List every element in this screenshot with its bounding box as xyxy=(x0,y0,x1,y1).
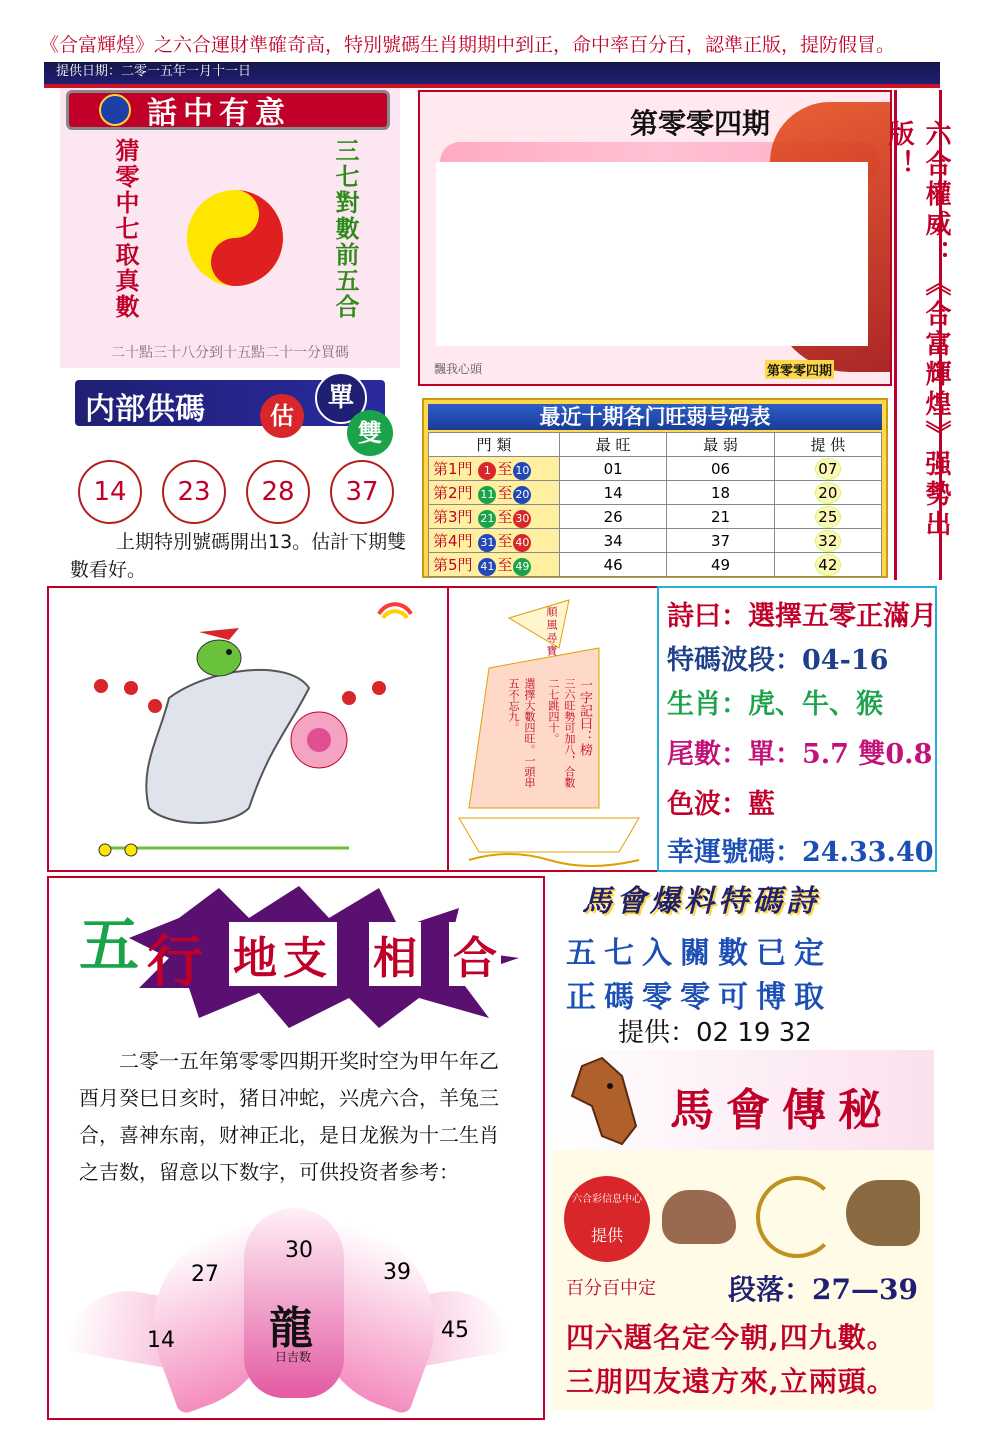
tip-poem-label: 詩曰： xyxy=(667,601,748,632)
proverb-title: 話中有意 xyxy=(147,96,291,131)
table-row xyxy=(429,505,882,529)
inner-numbers xyxy=(78,460,398,524)
issue-card xyxy=(418,90,892,386)
cold-cell: 37 xyxy=(667,529,774,553)
tip-color xyxy=(667,782,775,821)
hot-cell: 14 xyxy=(560,481,667,505)
lotus-caption: 日吉数 xyxy=(275,1350,312,1364)
offer-cell xyxy=(774,457,881,481)
lotus-number: 14 xyxy=(147,1328,175,1353)
dragon-icon xyxy=(756,1176,838,1258)
side-banner-text: 六合權威：《合富輝煌》强勢出版！ xyxy=(884,120,951,540)
door-label: 第4門 xyxy=(433,531,473,550)
door-label: 第2門 xyxy=(433,483,473,502)
cold-cell: 06 xyxy=(667,457,774,481)
sail-col2: 三六旺勢可加八，合數二七跳四十。 xyxy=(547,678,576,788)
door-from: 21 xyxy=(478,510,496,528)
sailboat-card xyxy=(447,586,659,872)
hot-cell: 26 xyxy=(560,505,667,529)
stamp-center: 提供 xyxy=(590,1226,623,1245)
lotus-number: 30 xyxy=(285,1238,313,1263)
door-cell xyxy=(429,529,560,553)
offer-value: 32 xyxy=(815,530,841,552)
monkey-icon xyxy=(846,1180,920,1246)
inner-number: 28 xyxy=(246,460,310,524)
inner-title-bar xyxy=(75,380,385,447)
table-row xyxy=(429,481,882,505)
horse-poem-card xyxy=(552,876,932,1046)
tip-zodiac xyxy=(667,682,883,721)
horse-poem-offer: 提供：02 19 32 xyxy=(618,1018,812,1048)
proverb-right-text: 三七對數前五合 xyxy=(331,138,360,320)
tip-lucky-label: 幸運號碼： xyxy=(667,837,802,868)
hot-cell: 34 xyxy=(560,529,667,553)
tip-tail-double: 雙0.8 xyxy=(858,739,933,770)
door-from: 31 xyxy=(478,534,496,552)
horse-head-icon xyxy=(562,1056,642,1146)
tip-band xyxy=(667,638,888,677)
date-text: 提供日期：二零一五年一月十一日 xyxy=(56,64,252,79)
secret-verse2: 三朋四友遠方來,立兩頭。 xyxy=(566,1365,896,1398)
offer-value: 25 xyxy=(815,506,841,528)
side-banner xyxy=(884,90,951,580)
door-cell xyxy=(429,481,560,505)
cold-cell: 21 xyxy=(667,505,774,529)
issue-footer-left: 飄我心頭 xyxy=(434,362,483,376)
offer-value: 20 xyxy=(815,482,841,504)
lotus-number: 27 xyxy=(191,1262,219,1287)
door-from: 1 xyxy=(478,462,496,480)
table-row xyxy=(429,529,882,553)
door-to: 10 xyxy=(513,462,531,480)
wuxing-title-e: 合 xyxy=(449,922,501,986)
hotcold-table-card xyxy=(422,398,888,578)
logo-icon xyxy=(99,94,131,126)
hot-cell: 46 xyxy=(560,553,667,577)
tip-band-label: 特碼波段： xyxy=(667,645,802,676)
table-row xyxy=(429,457,882,481)
tip-poem xyxy=(667,594,937,633)
secret-header xyxy=(552,1050,934,1150)
horse-poem-title: 馬會爆料特碼詩 xyxy=(582,884,820,919)
door-joiner: 至 xyxy=(497,531,513,550)
proverb-title-bar xyxy=(66,90,390,130)
offer-cell xyxy=(774,481,881,505)
door-cell xyxy=(429,553,560,577)
segment xyxy=(728,1268,918,1308)
yin-yang-icon xyxy=(185,188,285,288)
cold-cell: 49 xyxy=(667,553,774,577)
tips-card xyxy=(657,586,937,872)
secret-verse1: 四六題名定今朝,四九數。 xyxy=(566,1321,896,1354)
segment-value: 27—39 xyxy=(812,1273,918,1306)
door-to: 40 xyxy=(513,534,531,552)
proverb-footer: 二十點三十八分到十五點二十一分買碼 xyxy=(111,345,349,361)
lotus-number: 45 xyxy=(441,1318,469,1343)
sail-col3: 選擇大數四旺。一頭串五不忘九。 xyxy=(507,678,536,788)
door-joiner: 至 xyxy=(497,507,513,526)
door-joiner: 至 xyxy=(497,555,513,574)
wuxing-title-d: 相 xyxy=(369,922,421,986)
door-to: 49 xyxy=(513,558,531,576)
center-stamp xyxy=(564,1176,650,1262)
sail-flag-text: 順風尋寶 xyxy=(545,606,558,658)
issue-white-panel xyxy=(436,162,868,346)
tip-zodiac-label: 生肖： xyxy=(667,689,748,720)
door-to: 30 xyxy=(513,510,531,528)
wuxing-title-a: 五 xyxy=(79,911,139,981)
lotus xyxy=(69,1208,509,1408)
top-banner: 《合富輝煌》之六合運財準確奇高，特別號碼生肖期期中到正，命中率百分百，認準正版，提防假冒。 xyxy=(40,34,896,56)
offer-value: 07 xyxy=(815,458,841,480)
tip-color-label: 色波： xyxy=(667,789,748,820)
offer-cell xyxy=(774,553,881,577)
offer-cell xyxy=(774,505,881,529)
door-from: 41 xyxy=(478,558,496,576)
col-header: 最 旺 xyxy=(560,433,667,457)
inner-note: 上期特別號碼開出13。估計下期雙數看好。 xyxy=(70,531,407,581)
table-title: 最近十期各门旺弱号码表 xyxy=(428,404,882,430)
col-header: 門 類 xyxy=(429,433,560,457)
door-label: 第1門 xyxy=(433,459,473,478)
horse-poem-line2: 正碼零零可博取 xyxy=(566,980,832,1015)
bird-illustration-card xyxy=(47,586,449,872)
single-badge: 單 xyxy=(315,372,367,424)
door-cell xyxy=(429,505,560,529)
hot-cell: 01 xyxy=(560,457,667,481)
wuxing-card xyxy=(47,876,545,1420)
inner-number: 14 xyxy=(78,460,142,524)
door-joiner: 至 xyxy=(497,459,513,478)
double-badge: 雙 xyxy=(347,410,393,456)
offer-value: 42 xyxy=(815,554,841,576)
door-from: 11 xyxy=(478,486,496,504)
secret-card xyxy=(552,1050,934,1410)
tip-tail-label: 尾數： xyxy=(667,739,748,770)
issue-title: 第零零四期 xyxy=(630,107,771,140)
proverb-left-text: 猜零中七取真數 xyxy=(111,138,140,320)
inner-title: 内部供碼 xyxy=(85,392,205,427)
wuxing-paragraph: 二零一五年第零零四期开奖时空为甲午年乙酉月癸巳日亥时，猪日冲蛇，兴虎六合，羊兔三合，喜神东南，财神正北，是日龙猴为十二生肖之吉数，留意以下数字，可供投资者参考： xyxy=(79,1049,499,1184)
stamp-ring: 六合彩信息中心 xyxy=(572,1194,642,1205)
tip-tail-single: 單：5.7 xyxy=(748,739,849,770)
guess-badge: 估 xyxy=(260,394,304,438)
inner-number: 23 xyxy=(162,460,226,524)
door-to: 20 xyxy=(513,486,531,504)
door-cell xyxy=(429,457,560,481)
proverb-card xyxy=(60,88,400,368)
tip-tail xyxy=(667,732,932,771)
offer-cell xyxy=(774,529,881,553)
tip-band-value: 04-16 xyxy=(802,645,889,676)
sail-col1: 一字記曰：榜 xyxy=(577,678,592,756)
tip-lucky-value: 24.33.40 xyxy=(802,837,934,868)
sure-text: 百分百中定 xyxy=(566,1278,656,1299)
table-row xyxy=(429,553,882,577)
col-header: 最 弱 xyxy=(667,433,774,457)
inner-number: 37 xyxy=(330,460,394,524)
tip-poem-value: 選擇五零正滿月 xyxy=(748,601,937,632)
horse-poem-line1: 五七入關數已定 xyxy=(566,936,832,971)
wuxing-title-c: 地支 xyxy=(229,922,337,986)
tip-zodiac-value: 虎、牛、猴 xyxy=(748,689,883,720)
door-label: 第5門 xyxy=(433,555,473,574)
date-bar xyxy=(44,62,940,84)
issue-footer-label: 第零零四期 xyxy=(765,360,834,379)
hotcold-table xyxy=(428,432,882,577)
pig-icon xyxy=(662,1190,736,1244)
tip-lucky xyxy=(667,830,934,869)
secret-title: 馬會傳秘 xyxy=(670,1085,894,1136)
door-joiner: 至 xyxy=(497,483,513,502)
segment-label: 段落： xyxy=(728,1273,813,1306)
col-header: 提 供 xyxy=(774,433,881,457)
wuxing-title-b: 行 xyxy=(147,930,203,995)
lotus-number: 39 xyxy=(383,1260,411,1285)
cold-cell: 18 xyxy=(667,481,774,505)
lotus-center: 龍 xyxy=(269,1303,313,1354)
bird-flower-illustration xyxy=(49,588,447,870)
door-label: 第3門 xyxy=(433,507,473,526)
tip-color-value: 藍 xyxy=(748,789,775,820)
